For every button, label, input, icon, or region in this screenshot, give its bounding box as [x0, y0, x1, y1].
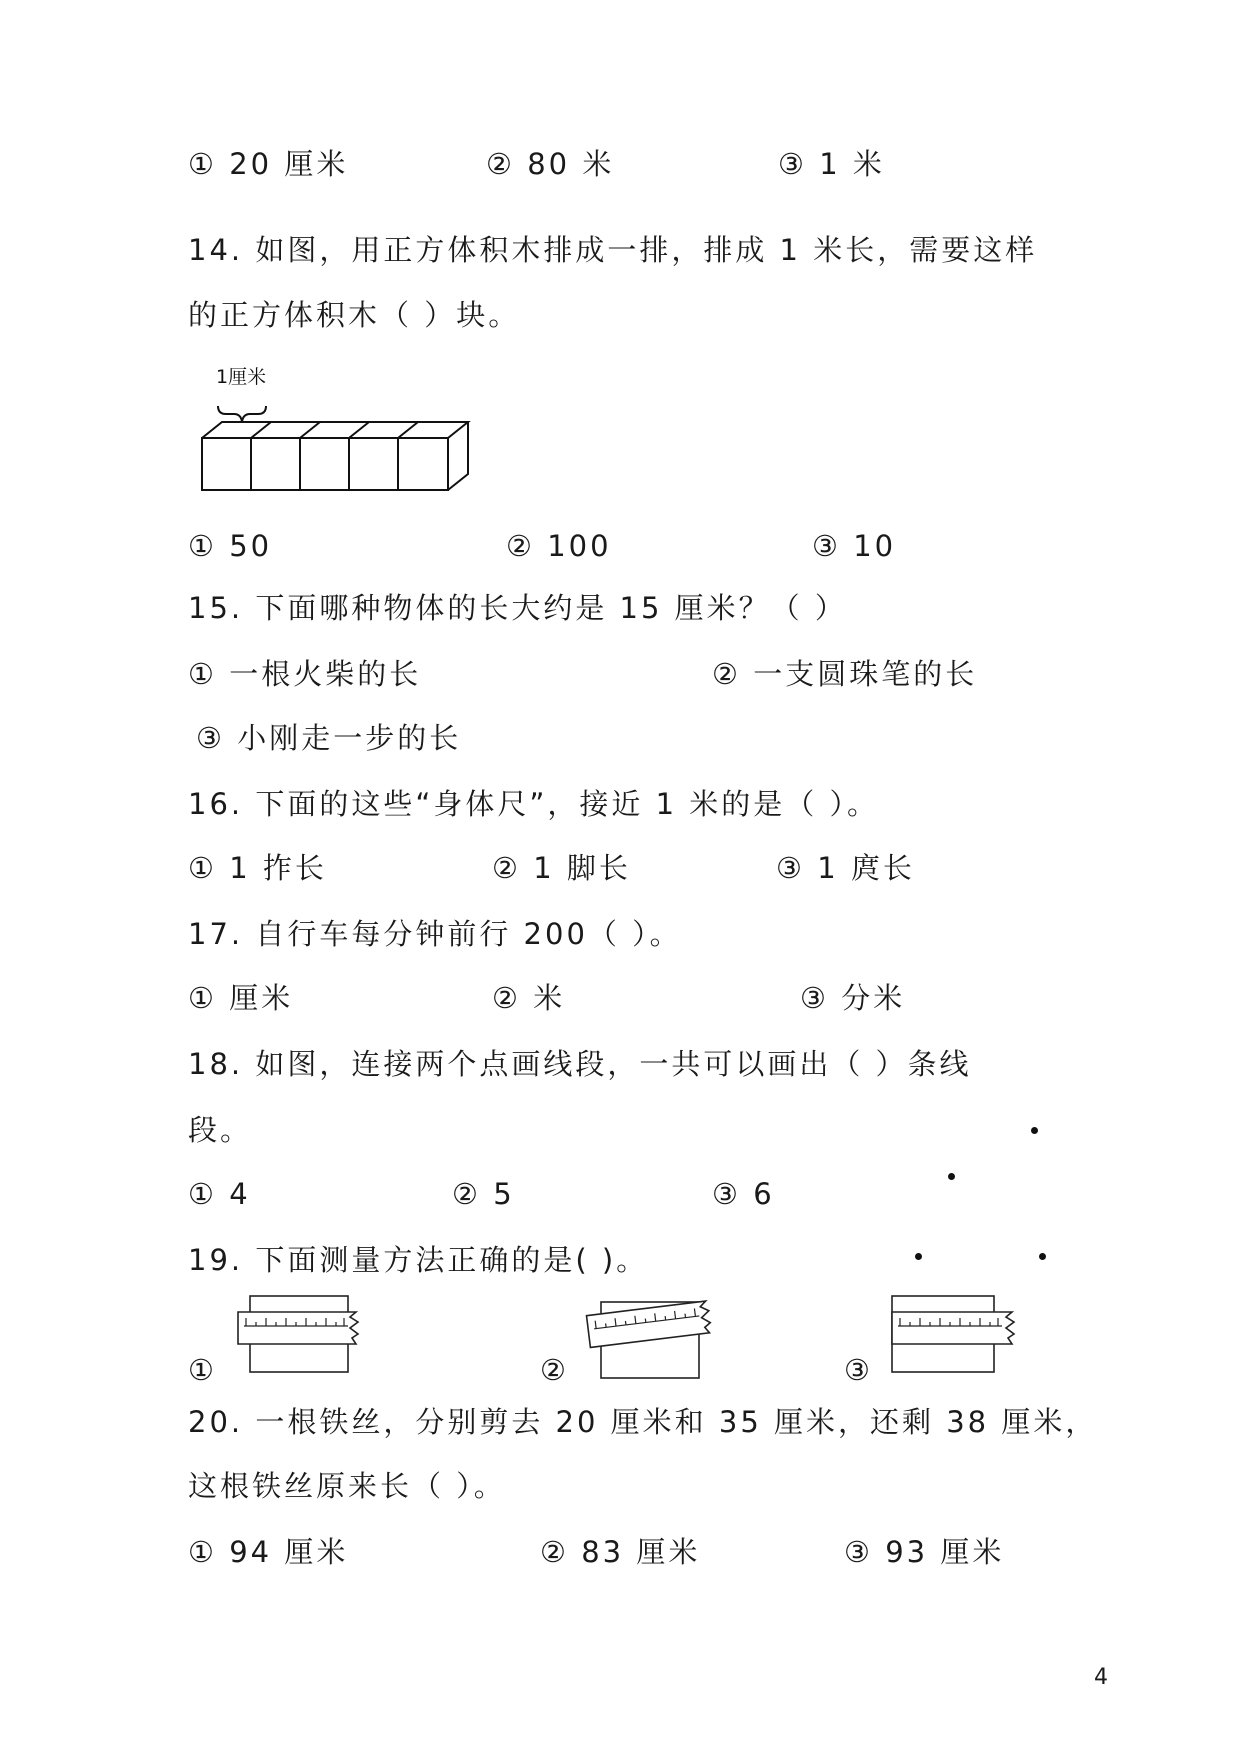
q20-option-3: ③ 93 厘米 [844, 1535, 1005, 1569]
q14-option-3: ③ 10 [812, 529, 897, 563]
q14-stem-line2: 的正方体积木（ ）块。 [188, 298, 521, 332]
q18-option-3: ③ 6 [712, 1177, 775, 1211]
q13-option-3: ③ 1 米 [778, 147, 885, 181]
q14-option-1: ① 50 [188, 529, 273, 563]
q17-option-3: ③ 分米 [800, 981, 906, 1015]
q13-option-1: ① 20 厘米 [188, 147, 349, 181]
q15-option-2: ② 一支圆珠笔的长 [712, 657, 978, 691]
q14-cube-row-figure [196, 366, 476, 494]
dot-1 [1031, 1127, 1038, 1134]
q19-option-1-label: ① [188, 1353, 217, 1387]
q17-option-1: ① 厘米 [188, 981, 294, 1015]
q19-ruler-figure-3 [886, 1292, 1026, 1376]
page-number: 4 [1094, 1665, 1108, 1690]
q20-stem-line2: 这根铁丝原来长（ ）。 [188, 1469, 506, 1503]
q16-option-2: ② 1 脚长 [492, 851, 631, 885]
q15-option-3: ③ 小刚走一步的长 [196, 721, 462, 755]
q17-stem: 17. 自行车每分钟前行 200（ ）。 [188, 917, 682, 951]
q14-stem-line1: 14. 如图，用正方体积木排成一排，排成 1 米长，需要这样 [188, 233, 1038, 267]
q20-option-1: ① 94 厘米 [188, 1535, 349, 1569]
q17-option-2: ② 米 [492, 981, 566, 1015]
q19-stem: 19. 下面测量方法正确的是( )。 [188, 1243, 649, 1277]
q16-stem: 16. 下面的这些“身体尺”，接近 1 米的是（ ）。 [188, 787, 879, 821]
q19-ruler-figure-2 [584, 1290, 724, 1382]
q14-option-2: ② 100 [506, 529, 612, 563]
q16-option-1: ① 1 拃长 [188, 851, 327, 885]
q19-ruler-figure-1 [234, 1292, 374, 1376]
q20-option-2: ② 83 厘米 [540, 1535, 701, 1569]
q20-stem-line1: 20. 一根铁丝，分别剪去 20 厘米和 35 厘米，还剩 38 厘米， [188, 1405, 1098, 1439]
q14-figure-label: 1厘米 [216, 366, 267, 388]
q18-dots-figure [900, 1110, 1060, 1260]
q16-option-3: ③ 1 庹长 [776, 851, 915, 885]
q13-option-2: ② 80 米 [486, 147, 615, 181]
q15-stem: 15. 下面哪种物体的长大约是 15 厘米？（ ） [188, 591, 847, 625]
dot-2 [948, 1173, 955, 1180]
dot-3 [915, 1253, 922, 1260]
q19-option-3-label: ③ [844, 1353, 873, 1387]
q18-option-1: ① 4 [188, 1177, 251, 1211]
q18-option-2: ② 5 [452, 1177, 515, 1211]
q19-option-2-label: ② [540, 1353, 569, 1387]
dot-4 [1039, 1253, 1046, 1260]
q18-stem-line2: 段。 [188, 1113, 253, 1147]
q18-stem-line1: 18. 如图，连接两个点画线段，一共可以画出（ ）条线 [188, 1047, 972, 1081]
q15-option-1: ① 一根火柴的长 [188, 657, 422, 691]
